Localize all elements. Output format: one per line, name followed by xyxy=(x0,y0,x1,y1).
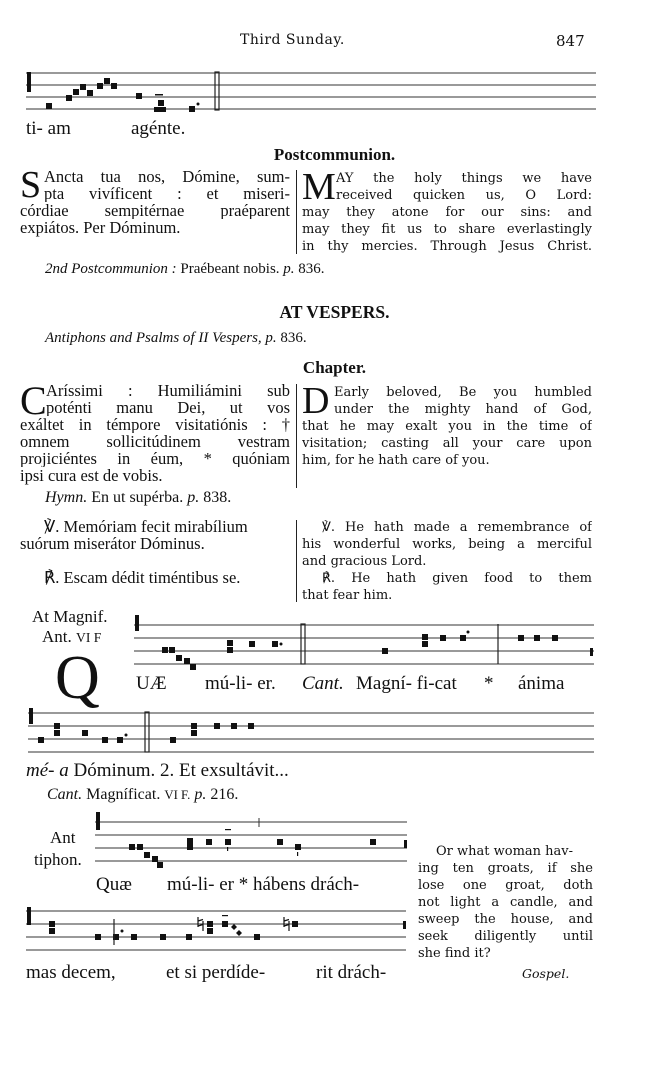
custos xyxy=(403,921,406,929)
neume xyxy=(95,934,101,940)
running-title: Third Sunday. xyxy=(240,32,345,48)
magnificat-lyric: * xyxy=(484,673,494,694)
neume xyxy=(460,635,466,641)
english-line: Early beloved, Be you humbled xyxy=(334,385,592,400)
neume xyxy=(249,641,255,647)
double-bar xyxy=(215,72,219,110)
neume xyxy=(54,723,60,729)
postcommunion-heading: Postcommunion. xyxy=(273,145,396,164)
neume xyxy=(370,839,376,845)
neume xyxy=(170,737,176,743)
latin-line: omnem sollicitúdinem vestram xyxy=(20,433,290,450)
gospel-source: Gospel. xyxy=(522,966,570,981)
neume xyxy=(206,839,212,845)
neume xyxy=(82,730,88,736)
neume xyxy=(97,83,103,89)
dropcap: S xyxy=(20,164,42,206)
latin-line: córdiae sempitérnae praéparent xyxy=(20,202,290,219)
neume xyxy=(186,934,192,940)
neume xyxy=(254,934,260,940)
neume xyxy=(292,921,298,927)
latin-line: poténti manu Dei, ut vos xyxy=(46,399,290,416)
neume xyxy=(231,723,237,729)
neume xyxy=(131,934,137,940)
neume xyxy=(176,655,182,661)
neume-rhombus xyxy=(236,930,242,936)
english-line: that fear him. xyxy=(302,588,393,603)
neume xyxy=(129,844,135,850)
neume xyxy=(207,921,213,927)
neume xyxy=(66,95,72,101)
neume xyxy=(534,635,540,641)
neume xyxy=(158,100,164,106)
do-clef xyxy=(29,708,33,724)
neume-rhombus xyxy=(231,924,237,930)
antiphon-english-line: Or what woman hav- xyxy=(436,844,574,859)
latin-line: expiátos. Per Dóminum. xyxy=(20,218,181,237)
neume xyxy=(552,635,558,641)
staff1-lyric: agénte. xyxy=(131,118,186,139)
antiphon-lyric: mú-li- er * hábens drách- xyxy=(167,874,360,895)
chant-staff-magnificat-1 xyxy=(134,620,594,670)
vespers-heading: AT VESPERS. xyxy=(279,302,390,322)
neume xyxy=(227,647,233,653)
magnificat-lyric: Cant. xyxy=(302,673,344,694)
neume xyxy=(49,928,55,934)
antiphon-english-line: seek diligently until xyxy=(418,929,593,944)
neume xyxy=(422,641,428,647)
english-line: may they fit us to share everlastingly xyxy=(302,222,592,237)
versicle-latin-line: suórum miserátor Dóminus. xyxy=(20,534,205,553)
latin-line: exáltet in témpore visitatiónis : † xyxy=(20,416,290,433)
cant-reference: Cant. Magníficat. VI F. p. 216. xyxy=(47,786,239,803)
antiphon-label-2: tiphon. xyxy=(34,850,82,869)
neume xyxy=(160,934,166,940)
english-line: AY the holy things we have xyxy=(336,171,592,186)
english-line: that he may exalt you in the time of xyxy=(302,419,592,434)
chant-staff-antiphon-1 xyxy=(95,810,407,872)
antiphon-english-line: sweep the house, and xyxy=(418,912,593,927)
dropcap: M xyxy=(302,166,336,208)
neume xyxy=(117,737,123,743)
versicle-english-v: ℣. He hath made a remembrance of xyxy=(322,520,592,535)
second-postcommunion: 2nd Postcommunion : Praébeant nobis. p. 836. xyxy=(45,261,325,277)
do-clef xyxy=(27,907,31,925)
neume xyxy=(248,723,254,729)
custos xyxy=(590,648,593,656)
double-bar xyxy=(145,712,149,752)
neume xyxy=(189,106,195,112)
neume xyxy=(169,647,175,653)
neume xyxy=(111,83,117,89)
neume xyxy=(191,723,197,729)
neume xyxy=(382,648,388,654)
dropcap: D xyxy=(302,380,330,422)
neume xyxy=(225,839,231,845)
chant-staff-1 xyxy=(26,68,596,118)
neume xyxy=(190,664,196,670)
neume xyxy=(152,856,158,862)
antiphon-lyric: mas decem, xyxy=(26,962,116,983)
chant-staff-magnificat-2 xyxy=(28,708,594,758)
latin-line: ipsi cura est de vobis. xyxy=(20,466,163,485)
do-clef xyxy=(135,615,139,631)
english-line: in thy mercies. Through Jesus Christ. xyxy=(302,239,592,254)
neume xyxy=(80,84,86,90)
neume xyxy=(154,107,160,112)
neume xyxy=(191,730,197,736)
neume xyxy=(73,89,79,95)
neume xyxy=(49,921,55,927)
neume xyxy=(184,658,190,664)
neume xyxy=(87,90,93,96)
vespers-note: Antiphons and Psalms of II Vespers, p. 836. xyxy=(45,330,307,346)
neume xyxy=(422,634,428,640)
latin-line: Aríssimi : Humiliámini sub xyxy=(46,382,290,399)
antiphon-lyric: Quæ xyxy=(96,874,132,895)
column-divider xyxy=(296,384,297,488)
english-line: under the mighty hand of God, xyxy=(334,402,592,417)
do-clef xyxy=(96,812,100,830)
magnificat-label-1: At Magnif. xyxy=(32,607,108,626)
neume xyxy=(207,928,213,934)
neume xyxy=(214,723,220,729)
page-number: 847 xyxy=(556,32,585,50)
magnificat-lyric: ánima xyxy=(518,673,565,694)
staff1-lyric: ti- am xyxy=(26,118,71,139)
english-line: and gracious Lord. xyxy=(302,554,427,569)
versicle-english-r: ℟. He hath given food to them xyxy=(322,571,592,586)
antiphon-lyric: et si perdíde- xyxy=(166,962,266,983)
magnificat-lyric: Magní- fi-cat xyxy=(356,673,457,694)
neume xyxy=(136,93,142,99)
chant-staff-antiphon-2 xyxy=(26,905,406,955)
versicle-latin-r: ℟. Escam dédit timéntibus se. xyxy=(44,568,241,587)
neume xyxy=(295,844,301,850)
antiphon-english-line: she find it? xyxy=(418,946,491,961)
mode-label: VI F xyxy=(76,630,102,645)
neume xyxy=(160,107,166,112)
neume xyxy=(162,647,168,653)
magnificat-lyric: mú-li- er. xyxy=(205,673,276,694)
magnificat-lyric: UÆ xyxy=(136,673,167,694)
neume xyxy=(518,635,524,641)
neume xyxy=(137,844,143,850)
column-divider xyxy=(296,170,297,254)
english-line: his wonderful works, being a merciful xyxy=(302,537,592,552)
neume xyxy=(272,641,278,647)
versicle-latin-v: ℣. Memóriam fecit mirabílium xyxy=(44,517,248,536)
antiphon-english-line: lose one groat, doth xyxy=(418,878,593,893)
neume xyxy=(102,737,108,743)
antiphon-english-line: not light a candle, and xyxy=(418,895,593,910)
custos xyxy=(404,840,407,848)
antiphon-lyric: rit drách- xyxy=(316,962,387,983)
neume xyxy=(54,730,60,736)
neume xyxy=(277,839,283,845)
column-divider xyxy=(296,520,297,602)
neume xyxy=(187,844,193,850)
neume xyxy=(46,103,52,109)
hymn-reference: Hymn. En ut supérba. p. 838. xyxy=(45,489,232,506)
english-line: him, for he hath care of you. xyxy=(302,453,490,468)
english-line: received quicken us, O Lord: xyxy=(336,188,592,203)
latin-line: pta vivíficent : et miseri- xyxy=(44,185,290,202)
english-line: may they atone for our sins: and xyxy=(302,205,592,220)
double-bar xyxy=(301,624,305,664)
do-clef xyxy=(27,72,31,92)
chapter-heading: Chapter. xyxy=(302,358,367,377)
dropcap: C xyxy=(20,378,47,423)
english-line: visitation; casting all your care upon xyxy=(302,436,592,451)
latin-line: Ancta tua nos, Dómine, sum- xyxy=(44,168,290,185)
magnificat-label-2: Ant. VI F xyxy=(42,627,102,646)
latin-line: projiciéntes in éum, * quóniam xyxy=(20,450,290,467)
neume xyxy=(440,635,446,641)
neume xyxy=(227,640,233,646)
antiphon-english-line: ing ten groats, if she xyxy=(418,861,593,876)
neume xyxy=(104,78,110,84)
neume xyxy=(187,838,193,844)
neume xyxy=(157,862,163,868)
dropcap-q: Q xyxy=(55,644,100,712)
neume xyxy=(38,737,44,743)
neume xyxy=(144,852,150,858)
antiphon-label-1: Ant xyxy=(50,828,76,847)
magnificat-lyric-line2: mé- a Dóminum. 2. Et exsultávit... xyxy=(26,760,289,781)
neume xyxy=(222,921,228,927)
